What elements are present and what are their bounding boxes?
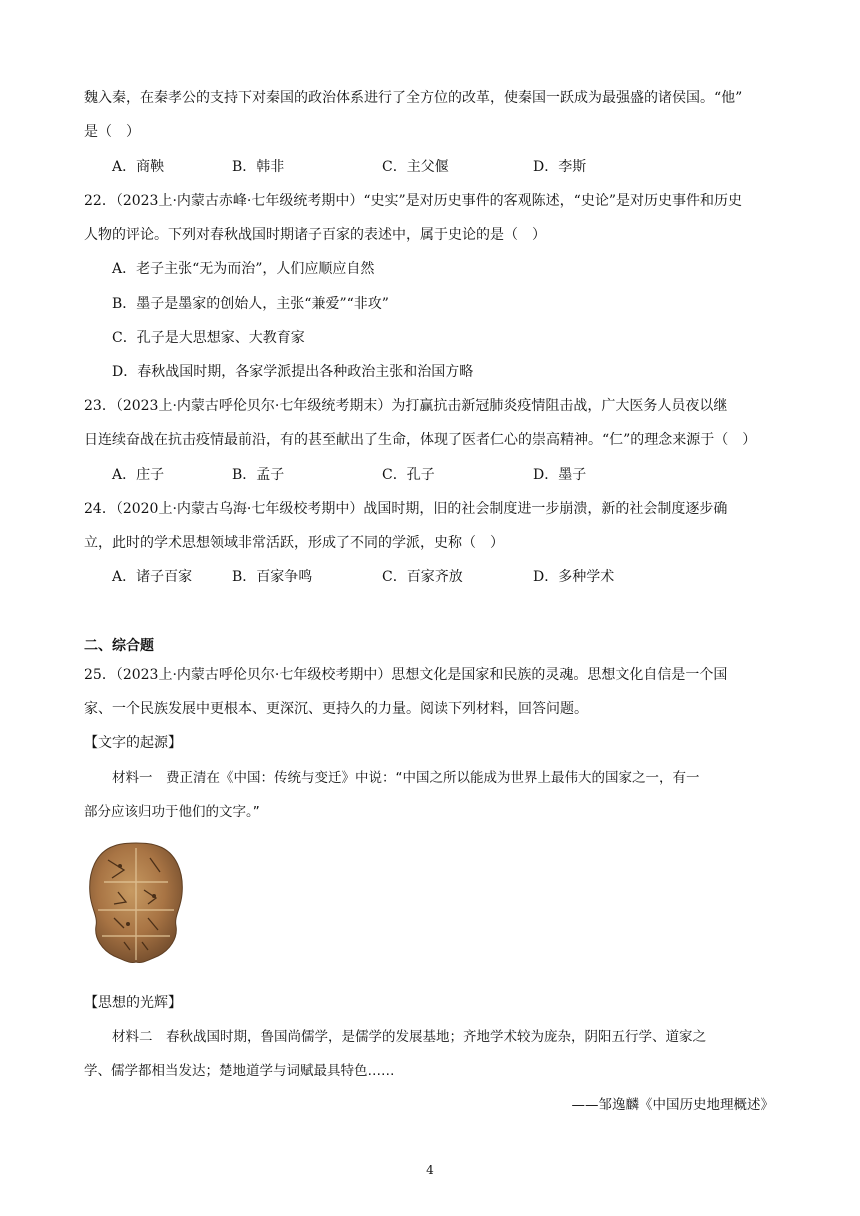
q22-option-d: D．春秋战国时期，各家学派提出各种政治主张和治国方略 [112, 364, 474, 380]
q21-option-b: B．韩非 [232, 159, 285, 175]
q25-material1-line2: 部分应该归功于他们的文字。” [84, 804, 260, 820]
q25-material2-source: ——邹逸麟《中国历史地理概述》 [571, 1097, 774, 1113]
section-heading-comprehensive: 二、综合题 [84, 638, 154, 654]
q25-stem-line1: 25．（2023上·内蒙古呼伦贝尔·七年级校考期中）思想文化是国家和民族的灵魂。思想文化自信是一个国 [84, 667, 728, 683]
q23-option-a: A．庄子 [112, 467, 165, 483]
q24-option-c: C．百家齐放 [382, 569, 463, 585]
oracle-bone-image [84, 838, 188, 966]
q23-stem-line1: 23．（2023上·内蒙古呼伦贝尔·七年级统考期末）为打赢抗击新冠肺炎疫情阻击战，广大医务人员夜以继 [84, 398, 728, 414]
q25-subheading-writing-origin: 【文字的起源】 [84, 735, 182, 751]
q22-option-a: A．老子主张“无为而治”，人们应顺应自然 [112, 261, 375, 277]
q22-option-c: C．孔子是大思想家、大教育家 [112, 330, 305, 346]
q24-option-a: A．诸子百家 [112, 569, 193, 585]
q25-subheading-thought-brilliance: 【思想的光辉】 [84, 995, 182, 1011]
q22-stem-line1: 22．（2023上·内蒙古赤峰·七年级统考期中）“史实”是对历史事件的客观陈述，“史论”是对历史事件和历史 [84, 193, 742, 209]
q22-stem-line2: 人物的评论。下列对春秋战国时期诸子百家的表述中，属于史论的是（ ） [84, 227, 546, 243]
q25-material2-line1: 材料二 春秋战国时期，鲁国尚儒学，是儒学的发展基地；齐地学术较为庞杂，阴阳五行学、道家之 [112, 1029, 706, 1045]
q24-option-d: D．多种学术 [533, 569, 615, 585]
page-number: 4 [426, 1163, 434, 1177]
q23-stem-line2: 日连续奋战在抗击疫情最前沿，有的甚至献出了生命，体现了医者仁心的崇高精神。“仁”的理念来源于（ ） [84, 432, 757, 448]
q21-stem-line1: 魏入秦，在秦孝公的支持下对秦国的政治体系进行了全方位的改革，使秦国一跃成为最强盛的诸侯国。“他” [84, 90, 743, 106]
q21-stem-line2: 是（ ） [84, 124, 140, 140]
q24-stem-line1: 24．（2020上·内蒙古乌海·七年级校考期中）战国时期，旧的社会制度进一步崩溃，新的社会制度逐步确 [84, 501, 728, 517]
q23-option-c: C．孔子 [382, 467, 435, 483]
q22-option-b: B．墨子是墨家的创始人，主张“兼爱”“非攻” [112, 296, 389, 312]
q24-option-b: B．百家争鸣 [232, 569, 313, 585]
q21-option-a: A．商鞅 [112, 159, 165, 175]
q25-stem-line2: 家、一个民族发展中更根本、更深沉、更持久的力量。阅读下列材料，回答问题。 [84, 701, 588, 717]
q23-option-d: D．墨子 [533, 467, 587, 483]
q24-stem-line2: 立，此时的学术思想领域非常活跃，形成了不同的学派，史称（ ） [84, 535, 504, 551]
q23-option-b: B．孟子 [232, 467, 285, 483]
q21-option-c: C．主父偃 [382, 159, 449, 175]
q25-material2-line2: 学、儒学都相当发达；楚地道学与词赋最具特色…… [84, 1063, 395, 1079]
q25-material1-line1: 材料一 费正清在《中国：传统与变迁》中说：“中国之所以能成为世界上最伟大的国家之一，有一 [112, 770, 700, 786]
q21-option-d: D．李斯 [533, 159, 587, 175]
